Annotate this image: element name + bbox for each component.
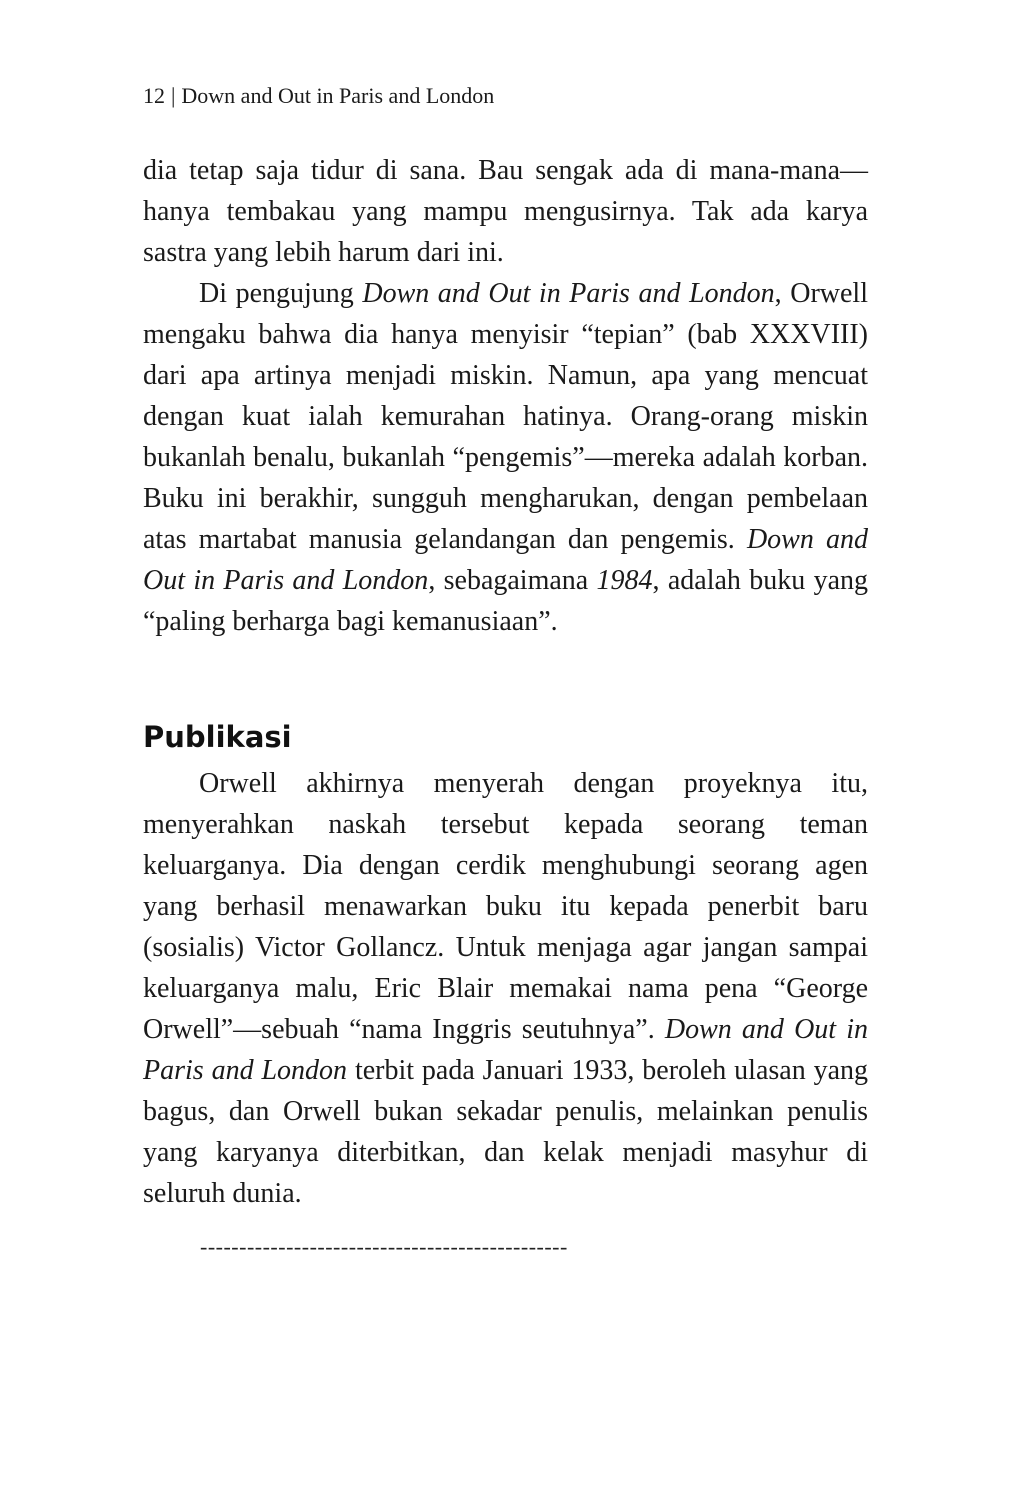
book-title-italic: Down and Out in Paris and London (362, 278, 775, 309)
running-header (143, 82, 494, 110)
section-heading-publikasi: Publikasi (143, 720, 292, 754)
book-title-italic: Down and Out in Paris and London (143, 524, 869, 596)
paragraph-orwell-summary (143, 273, 868, 642)
book-title-italic: Down and Out in Paris and London (143, 1014, 868, 1086)
text-run: Di pengujung (199, 278, 363, 309)
book-title-italic: 1984 (596, 565, 653, 596)
section-two-text (143, 763, 868, 1214)
paragraph-publikasi (143, 763, 868, 1214)
page-number: 12 (143, 83, 165, 108)
section-one-text (143, 150, 868, 642)
text-run: , Orwell mengaku bahwa dia hanya menyisir “tepian” (bab XXXVIII) dari apa artinya menjadi miskin. Namun, apa yang mencuat dengan kuat ialah kemurahan hatinya. Orang-orang miskin bukanlah benalu, bukanlah “pengemis”—mereka adalah korban. Buku ini berakhir, sungguh mengharukan, dengan pembelaan atas martabat manusia gelandangan dan pengemis. (143, 278, 868, 555)
dashed-rule: ----------------------------------------------- (200, 1234, 568, 1259)
running-title: Down and Out in Paris and London (181, 83, 495, 108)
header-separator: | (171, 83, 176, 108)
text-run: , adalah buku yang “paling berharga bagi kemanusiaan”. (143, 565, 868, 637)
text-run: , sebagaimana (428, 565, 597, 596)
text-run: Orwell akhirnya menyerah dengan proyeknya itu, menyerahkan naskah tersebut kepada seorang teman keluarganya. Dia dengan cerdik menghubungi seorang agen yang berhasil menawarkan buku itu kepada penerbit baru (sosialis) Victor Gollancz. Untuk menjaga agar jangan sampai keluarganya malu, Eric Blair memakai nama pena “George Orwell”—sebuah “nama Inggris seutuhnya”. (143, 768, 868, 1045)
text-run: terbit pada Januari 1933, beroleh ulasan yang bagus, dan Orwell bukan sekadar penulis, melainkan penulis yang karyanya diterbitkan, dan kelak menjadi masyhur di seluruh dunia. (143, 1055, 869, 1209)
paragraph-continued: dia tetap saja tidur di sana. Bau sengak ada di mana-mana—hanya tembakau yang mampu mengusirnya. Tak ada karya sastra yang lebih harum dari ini. (143, 155, 868, 268)
